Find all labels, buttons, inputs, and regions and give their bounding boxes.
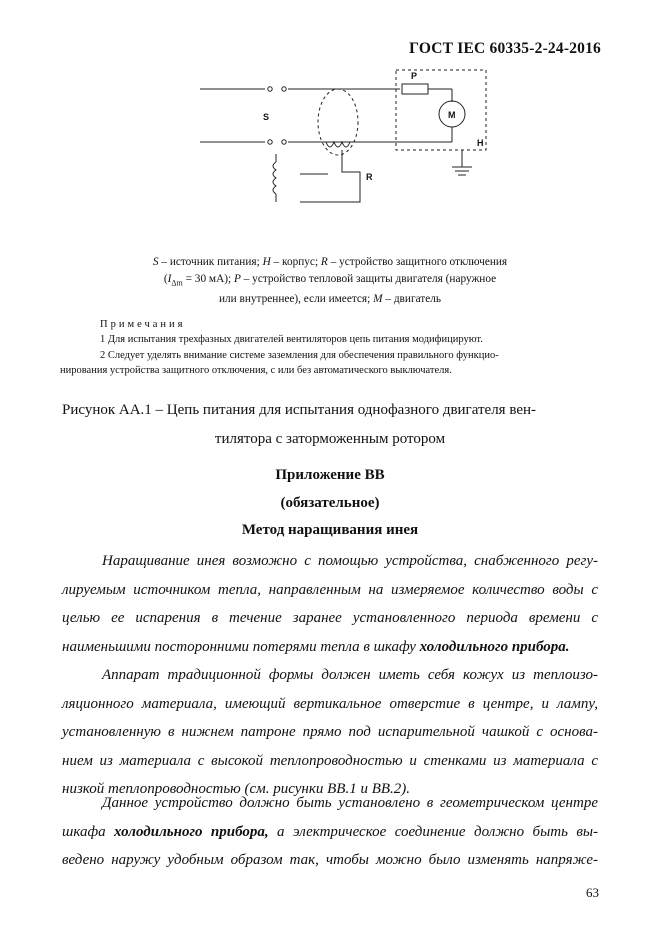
note-2-continued: нирования устройства защитного отключения, с или без автоматического выключателя.	[60, 365, 452, 377]
housing-box	[396, 70, 486, 150]
annex-heading: Метод наращивания инея	[241, 522, 419, 538]
figure-caption: Рисунок АА.1 – Цепь питания для испытания однофазного двигателя вен-	[62, 402, 537, 418]
rcd-core	[318, 89, 358, 155]
paragraph-2: Аппарат традиционной формы должен иметь себя кожух из теплоизо- ляционного материала, имеющий вертикальное отверстие в центре, и лампу, установленную в нижнем патроне прямо под испарительной чашкой с основа- нием из материала с высокой теплопроводностью и стенками из материала с низкой теплопроводностью (см. рисунки ВВ.1 и ВВ.2).	[62, 667, 598, 797]
thermal-protector-p	[402, 84, 428, 94]
note-2: 2 Следует уделять внимание системе заземления для обеспечения правильного функцио-	[100, 349, 499, 361]
notes-title: Примечания	[100, 319, 186, 330]
label-s: S	[263, 112, 270, 122]
note-1: 1 Для испытания трехфазных двигателей вентиляторов цепь питания модифицируют.	[100, 334, 483, 346]
label-h: H	[477, 138, 484, 148]
label-m: M	[448, 110, 456, 120]
circuit-diagram	[200, 62, 500, 212]
document-header: ГОСТ IEC 60335-2-24-2016	[409, 40, 601, 57]
annex-status: (обязательное)	[280, 495, 380, 511]
figure-caption-line2: тилятора с заторможенным ротором	[214, 431, 446, 447]
label-r: R	[366, 172, 373, 182]
figure-legend: S – источник питания; H – корпус; R – устройство защитного отключения ($I_{\Delta m} = 30$ мА); P – устройство тепловой защиты двигателя (наружное или внутреннее), если имеется; M – двигатель	[152, 256, 508, 306]
annex-title: Приложение ВВ	[275, 467, 385, 483]
paragraph-1: Наращивание инея возможно с помощью устройства, снабженного регу- лируемым источником тепла, направленным на измеряемое количество воды с целью ее испарения в течение заранее установленного периода времени с наименьшими посторонними потерями тепла в шкафу холодильного прибора.	[62, 553, 598, 655]
page-number: 63	[586, 885, 599, 900]
paragraph-3: Данное устройство должно быть установлено в геометрическом центре шкафа холодильного прибора, а электрическое соединение должно быть вы- ведено наружу удобным образом так, чтобы можно было изменять напряже-	[62, 795, 598, 868]
figure-notes	[60, 317, 598, 379]
label-p: P	[411, 71, 418, 81]
